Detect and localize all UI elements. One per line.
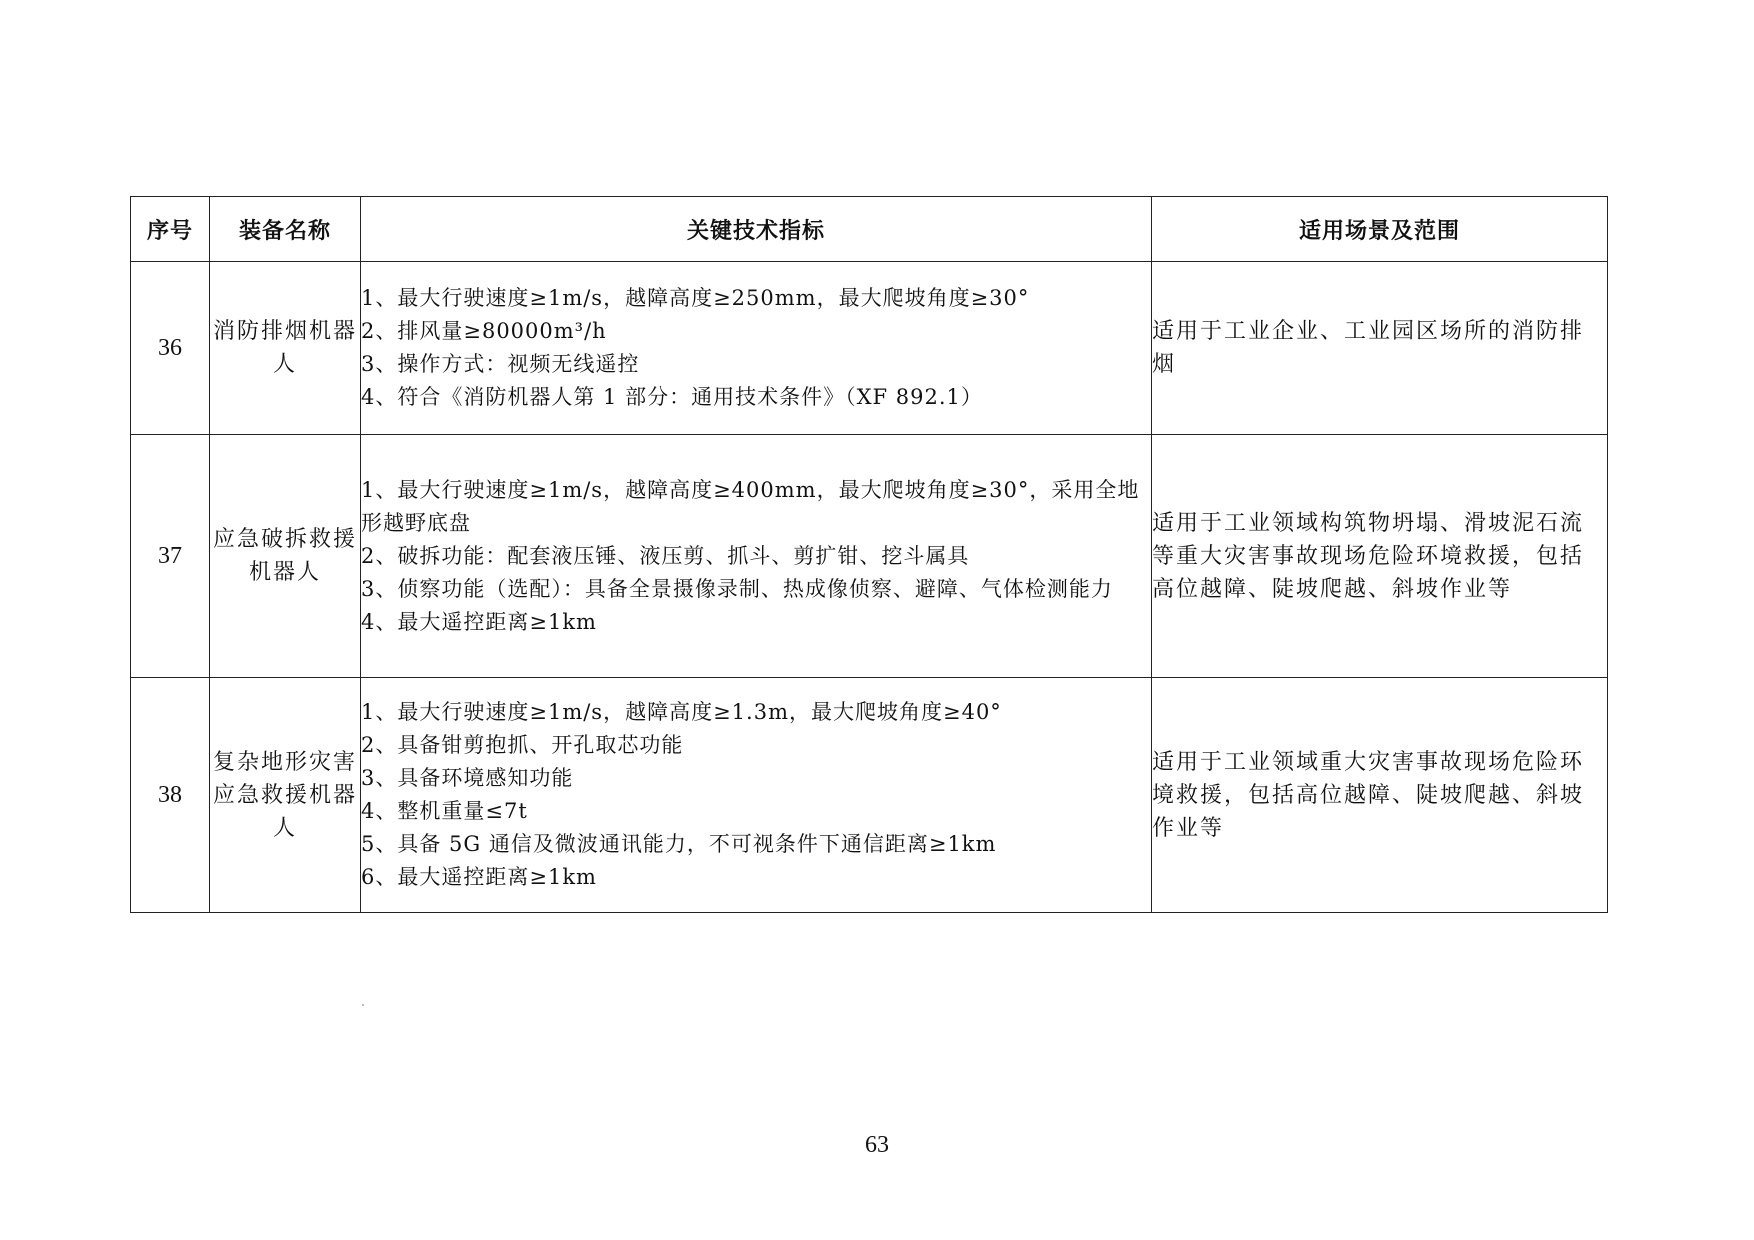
spec-line: 1、最大行驶速度≥1m/s，越障高度≥250mm，最大爬坡角度≥30°: [361, 286, 1030, 310]
row-scope: 适用于工业企业、工业园区场所的消防排烟: [1152, 262, 1608, 435]
row-specs: [361, 678, 1152, 913]
spec-line: 4、最大遥控距离≥1km: [361, 609, 597, 634]
row-equipment-name: 消防排烟机器人: [210, 262, 361, 435]
table-header-row: [131, 197, 1608, 262]
equipment-table: [130, 196, 1608, 913]
header-scope: 适用场景及范围: [1152, 197, 1608, 262]
page-number: 63: [865, 1132, 889, 1158]
row-scope: 适用于工业领域重大灾害事故现场危险环境救援，包括高位越障、陡坡爬越、斜坡作业等: [1152, 678, 1608, 913]
spec-line: 2、破拆功能：配套液压锤、液压剪、抓斗、剪扩钳、挖斗属具: [361, 543, 970, 568]
row-specs: [361, 435, 1152, 678]
spec-line: 3、操作方式：视频无线遥控: [361, 352, 640, 376]
spec-line: 2、具备钳剪抱抓、开孔取芯功能: [361, 733, 684, 757]
row-equipment-name: 应急破拆救援机器人: [210, 435, 361, 678]
row-specs: [361, 262, 1152, 435]
header-index: 序号: [131, 197, 210, 262]
scan-speck: [362, 1004, 364, 1006]
spec-line: 3、具备环境感知功能: [361, 766, 574, 790]
spec-line: 4、符合《消防机器人第 1 部分：通用技术条件》（XF 892.1）: [361, 385, 983, 409]
header-name: 装备名称: [210, 197, 361, 262]
row-index: 36: [131, 262, 210, 435]
spec-line: 3、侦察功能（选配）：具备全景摄像录制、热成像侦察、避障、气体检测能力: [361, 576, 1113, 601]
row-scope: 适用于工业领域构筑物坍塌、滑坡泥石流等重大灾害事故现场危险环境救援，包括高位越障、陡坡爬越、斜坡作业等: [1152, 435, 1608, 678]
spec-line: 4、整机重量≤7t: [361, 799, 528, 823]
spec-line: 5、具备 5G 通信及微波通讯能力，不可视条件下通信距离≥1km: [361, 832, 997, 856]
table-row: [131, 678, 1608, 913]
spec-line: 1、最大行驶速度≥1m/s，越障高度≥1.3m，最大爬坡角度≥40°: [361, 700, 1002, 724]
spec-line: 2、排风量≥80000m³/h: [361, 319, 607, 343]
spec-line: 6、最大遥控距离≥1km: [361, 865, 597, 889]
table-row: [131, 262, 1608, 435]
spec-line: 1、最大行驶速度≥1m/s，越障高度≥400mm，最大爬坡角度≥30°，采用全地形越野底盘: [361, 477, 1140, 535]
row-index: 38: [131, 678, 210, 913]
table-row: [131, 435, 1608, 678]
row-index: 37: [131, 435, 210, 678]
header-specs: 关键技术指标: [361, 197, 1152, 262]
row-equipment-name: 复杂地形灾害应急救援机器人: [210, 678, 361, 913]
